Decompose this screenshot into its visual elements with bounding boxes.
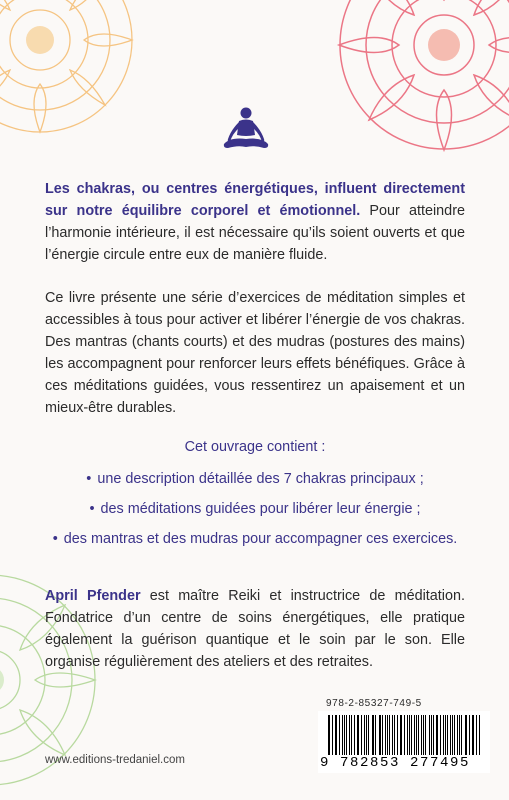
barcode-digits: 9 782853 277495 (320, 755, 471, 771)
contents-item: • des méditations guidées pour libérer leur énergie ; (89, 501, 421, 517)
author-name: April Pfender (45, 588, 141, 604)
contents-heading: Cet ouvrage contient : (184, 439, 326, 455)
isbn-label: 978-2-85327-749-5 (326, 698, 422, 709)
contents-item: • des mantras et des mudras pour accompagner ces exercices. (52, 531, 458, 547)
barcode (318, 711, 490, 773)
barcode-bars (328, 715, 480, 755)
barcode-bar (387, 715, 388, 755)
barcode-bar (394, 715, 395, 755)
author-bio-text: est maître Reiki et instructrice de méditation. Fondatrice d’un centre de soins énergétiques, elle pratique également la guérison quantique et le soin par le son. Elle organise régulièrement des ateliers et des retraites. (45, 588, 465, 670)
publisher-website: www.editions-tredaniel.com (45, 754, 185, 766)
barcode-bar (472, 715, 473, 755)
contents-block (40, 436, 470, 558)
barcode-bar (421, 715, 422, 755)
barcode-bar (392, 715, 393, 755)
barcode-bar (450, 715, 451, 755)
barcode-bar (429, 715, 430, 755)
barcode-bar (351, 715, 352, 755)
description-paragraph: Ce livre présente une série d’exercices de méditation simples et accessibles à tous pour activer et libérer l’énergie de vos chakras. Des mantras (chants courts) et des mudras (postures des mains) les accompagnent pour renforcer leurs effets bénéfiques. Grâce à ces méditations guidées, vous ressentirez un apaisement et un mieux-être durables. (45, 290, 465, 416)
mandala-decoration-top-right (329, 0, 509, 160)
barcode-bar (364, 715, 365, 755)
bullet: • (86, 471, 92, 487)
barcode-bar (375, 715, 376, 755)
barcode-bar (425, 715, 426, 755)
mandala-decoration-top-left (0, 0, 140, 140)
bullet: • (89, 501, 95, 517)
author-bio (45, 585, 465, 673)
barcode-bar (368, 715, 369, 755)
meditation-figure-icon (218, 106, 274, 154)
contents-list (40, 468, 470, 550)
contents-item: • une description détaillée des 7 chakras principaux ; (86, 471, 424, 487)
bullet: • (52, 531, 58, 547)
barcode-bar (335, 715, 336, 755)
barcode-bar (349, 715, 350, 755)
barcode-bar (407, 715, 408, 755)
barcode-bar (361, 715, 362, 755)
barcode-bar (461, 715, 462, 755)
intro-text: Pour atteindre l’harmonie intérieure, il est nécessaire qu’ils soient ouverts et que l’énergie circule entre eux de manière fluide. (45, 203, 465, 263)
intro-paragraph (45, 178, 465, 266)
barcode-bar (465, 715, 466, 755)
barcode-bar (414, 715, 415, 755)
barcode-bar (342, 715, 343, 755)
barcode-bar (404, 715, 405, 755)
barcode-bar (339, 715, 340, 755)
barcode-bar (443, 715, 444, 755)
barcode-bar (437, 715, 438, 755)
intro-lead: Les chakras, ou centres énergétiques, influent directement sur notre équilibre corporel et émotionnel. (45, 181, 465, 219)
